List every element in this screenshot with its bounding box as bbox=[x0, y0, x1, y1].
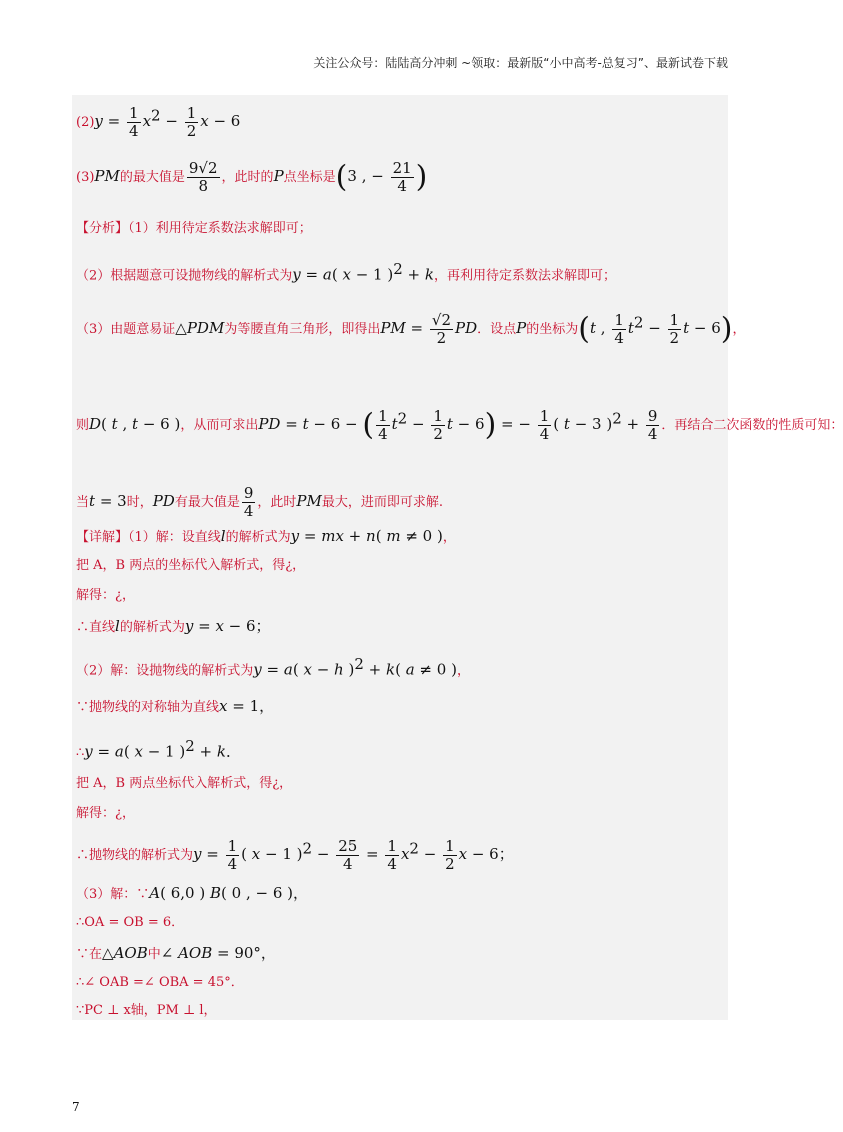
answer-3: (3)PM的最大值是 $\frac{9√2}{8}$ ，此时的P点坐标是(3 , − $\frac{21}{4}$ ) bbox=[76, 159, 428, 195]
analysis-line-1: 【分析】（1）利用待定系数法求解即可； bbox=[76, 221, 312, 236]
analysis-line-4: 则D( t , t − 6 )，从而可求出PD = t − 6 − ( $\frac{1}{4}$ $t^2$ − $\frac{1}{2}$ t − 6) = − $\frac{1}{4}$ ( t − 3 )$^2$ + $\frac{9}{4}$ ．再结合二次函数的性质可知： bbox=[76, 407, 843, 443]
detail-line-7: ∴y = a( x − 1 )$^2$ + k． bbox=[76, 737, 241, 761]
detail-line-10: ∴抛物线的解析式为y = $\frac{1}{4}$ ( x − 1 )$^2$ − $\frac{25}{4}$ = $\frac{1}{4}$ $x^2$ − $\frac{1}{2}$ x − 6； bbox=[76, 837, 514, 873]
analysis-line-5: 当t = 3时，PD有最大值是 $\frac{9}{4}$ ，此时PM最大，进而即可求解. bbox=[76, 484, 444, 520]
page-number: 7 bbox=[72, 1100, 80, 1114]
answer-2: (2)y = $\frac{1}{4}$ $x^2$ − $\frac{1}{2}$ x − 6 bbox=[76, 104, 241, 140]
detail-line-6: ∵抛物线的对称轴为直线x = 1， bbox=[76, 697, 275, 715]
page-header: 关注公众号：陆陆高分冲刺 ~领取：最新版“小中高考-总复习”、最新试卷下载 bbox=[313, 56, 728, 70]
analysis-line-2: （2）根据题意可设抛物线的解析式为y = a( x − 1 )$^2$ + k，再利用待定系数法求解即可； bbox=[76, 260, 616, 284]
detail-line-2: 把 A，B 两点的坐标代入解析式，得¿， bbox=[76, 558, 306, 573]
detail-line-1: 【详解】（1）解：设直线l的解析式为y = mx + n( m ≠ 0 )， bbox=[76, 527, 456, 545]
detail-line-9: 解得：¿， bbox=[76, 806, 135, 821]
detail-line-11: （3）解：∵A( 6,0 ) B( 0 , − 6 )， bbox=[76, 884, 308, 902]
detail-line-4: ∴直线l的解析式为y = x − 6； bbox=[76, 617, 271, 635]
analysis-line-3: （3）由题意易证△PDM为等腰直角三角形，即得出PM = $\frac{√2}{2}$ PD．设点P的坐标为(t , $\frac{1}{4}$ $t^2$ − $\frac{1}{2}$ t − 6)， bbox=[76, 311, 746, 347]
detail-line-14: ∴∠ OAB =∠ OBA = 45°． bbox=[76, 975, 244, 990]
detail-line-3: 解得：¿， bbox=[76, 588, 135, 603]
detail-line-15: ∵PC ⊥ x轴，PM ⊥ l， bbox=[76, 1003, 217, 1018]
detail-line-8: 把 A，B 两点坐标代入解析式，得¿， bbox=[76, 776, 293, 791]
detail-line-12: ∴OA = OB = 6． bbox=[76, 915, 185, 930]
detail-line-5: （2）解：设抛物线的解析式为y = a( x − h )$^2$ + k( a ≠ 0 )， bbox=[76, 655, 470, 679]
detail-line-13: ∵在△AOB中∠ AOB = 90°， bbox=[76, 944, 276, 962]
